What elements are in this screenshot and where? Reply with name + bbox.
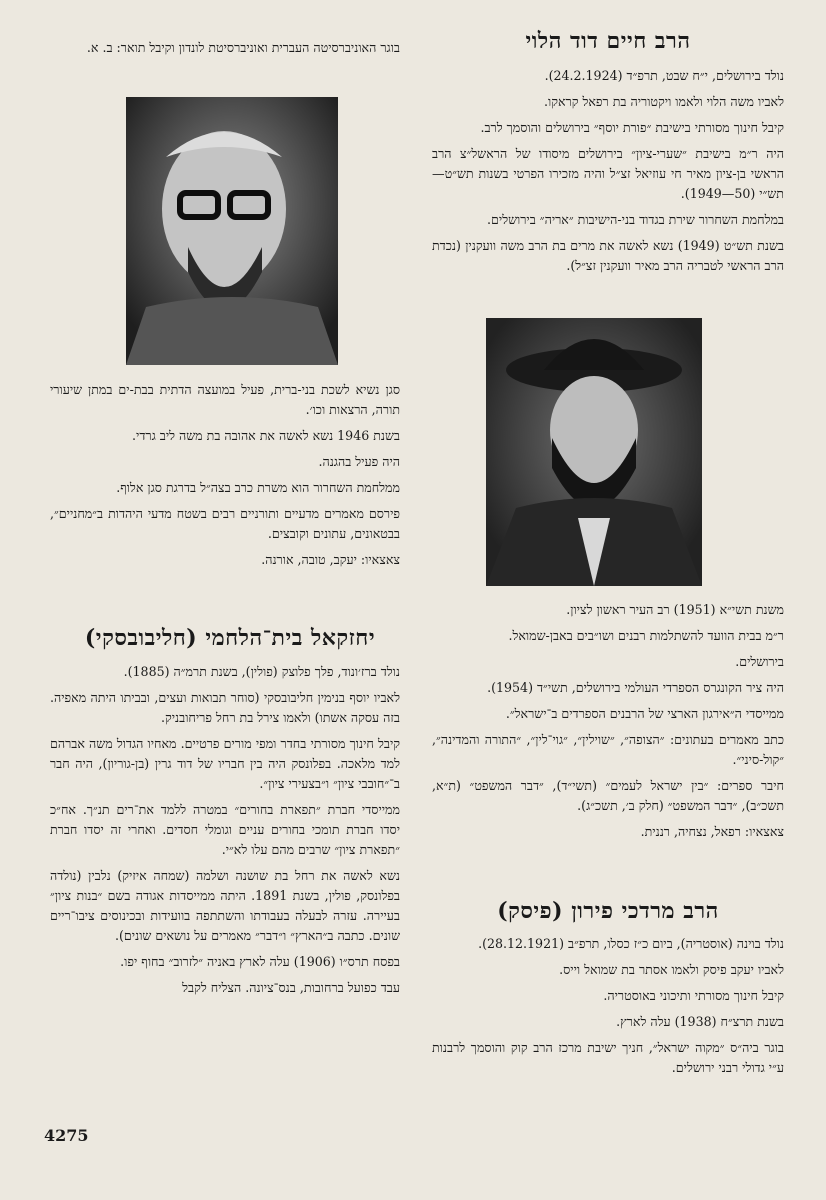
paragraph: כתב מאמרים בעתונים: ״הצופה״, ״שוילין״, ״גוי־לין״, ״התורה והמדינה״, ״קול-סיני״.	[432, 732, 784, 767]
article-piron	[432, 934, 784, 1084]
paragraph: לאביו יעקב פיסק ולאמו אסתר בת שמואל וייס.	[559, 962, 784, 977]
paragraph: לאביו משה הלוי ולאמו ויקטוריה בת רפאל קראקו.	[544, 94, 784, 109]
paragraph: במלחמת השחרור שירת בגדוד בני-הישיבות ״אריה״ בירושלים.	[487, 212, 784, 227]
paragraph: בוגר האוניברסיטה העברית ואוניברסיטת לונדון וקיבל תואר: ב. א.	[86, 40, 400, 55]
paragraph: נשא לאשה את רחל בת שושנה ושלמה (שמחה איזיק) נלבין (נולדה בפלונסק, פולין, בשנת 1891. היתה ממייסדות אגודה בשם ״בנות ציון״ בעיירה. עזרה לבעלה בעבודתו והשתתפה בוועידות ובכינוסים ציבו־ריים שונים. כתבה ב״הארץ״ ו״דבר״ מאמרים על נושאים שונים).	[50, 868, 400, 943]
paragraph: קיבל חינוך מסורתי ותיכוני באוסטריה.	[603, 988, 784, 1003]
portrait-photo-left	[126, 97, 338, 365]
paragraph: חיבר ספרים: ״בין ישראל לעמים״ (תשי״ד), ״דבר המשפט״ (ת״א, תשכ״ב), ״דבר המשפט״ (חלק ב׳, תשכ״ג).	[432, 778, 784, 813]
paragraph: צאצאיו: רפאל, נצחיה, רננית.	[640, 824, 784, 839]
paragraph: קיבל חינוך מסורתי בישיבת ״פורת יוסף״ בירושלים והוסמך לרב.	[480, 120, 784, 135]
paragraph: בשנת תש״ט (1949) נשא לאשה את מרים בת הרב משה וועקנין (נכדת הרב הראשי לטבריה הרב מאיר וועקנין זצ״ל).	[432, 238, 784, 273]
paragraph: בשנת 1946 נשא לאשה את אהובה בת משה ליב גרדי.	[132, 428, 400, 443]
paragraph: בירושלים.	[735, 654, 784, 669]
article-halevi	[432, 28, 784, 282]
article-title: הרב חיים דוד הלוי	[525, 28, 691, 54]
paragraph: נולד בירושלים, י״ח שבט, תרפ״ד (24.2.1924).	[544, 68, 784, 83]
paragraph: פירסם מאמרים מדעיים ותורניים רבים בשטח מדעי היהדות ב״מחניים״, בבטאונים, עתונים וקובצים.	[50, 506, 400, 541]
paragraph: צאצאיו: יעקב, טובה, אורנה.	[261, 552, 400, 567]
paragraph: בפסח תרס״ו (1906) עלה לארץ באניה ״לזרוב״ בחוף יפו.	[120, 954, 400, 969]
paragraph: היה ציר הקונגרס הספרדי העולמי בירושלים, תשי״ד (1954).	[487, 680, 784, 695]
paragraph: ממייסדי ה״אירגון הארצי של הרבנים הספרדים ב־ישראל״.	[505, 706, 784, 721]
article-previous-continued	[50, 38, 400, 64]
paragraph: ר״מ בבית הוועד להשתלמות רבנים ושו״בים באבן-שמואל.	[508, 628, 784, 643]
article-previous-body	[50, 380, 400, 576]
article-title: הרב מרדכי פירון (פיסק)	[497, 898, 719, 924]
portrait-photo-halevi	[486, 318, 702, 586]
paragraph: לאביו יוסף בנימין חליבובסקי (סוחר תבואות ועצים, ובביתו היתה מאפיה. בזה עסקה אשתו) ולאמו צירל בת רחל פריחובניק.	[50, 690, 400, 725]
article-title: יחזקאל בית־הלחמי (חליבובסקי)	[84, 625, 376, 651]
paragraph: ממייסדי חברת ״תפארת בחורים״ במטרה ללמד את־רים תנ״ך. אח״כ יסדו חברת תומכי בחורים עניים וגומלי חסדים. ואחרי זה יסדו חברת ״תפארת ציון״ שרבים מהם עלו לא״י.	[50, 802, 400, 857]
paragraph: עבד כפועל ברחובות, בנס־ציונה. הצליח לקבל	[182, 980, 400, 995]
paragraph: בוגר ביה״ס ״מקוה ישראל״, חניך ישיבת מרכז הרב קוק והוסמך לרבנות ע״י גדולי רבני ירושלים.	[432, 1040, 784, 1075]
paragraph: נולד בוינה (אוסטריה), ביום כ״ז כסלו, תרפ״ב (28.12.1921).	[478, 936, 784, 951]
paragraph: ממלחמת השחרור הוא משרת כרב בצה״ל בדרגת סגן אלוף.	[116, 480, 400, 495]
paragraph: משנת תשי״א (1951) רב העיר ראשון לציון.	[566, 602, 784, 617]
paragraph: בשנת תרצ״ח (1938) עלה לארץ.	[616, 1014, 784, 1029]
article-bet-halahmi	[50, 662, 400, 1004]
paragraph: היה פעיל בהגנה.	[318, 454, 400, 469]
paragraph: סגן נשיא לשכת בני-ברית, פעיל במועצה הדתית בבת-ים במתן שיעורי תורה, הרצאות וכו׳.	[50, 382, 400, 417]
paragraph: קיבל חינוך מסורתי בחדר ומפי מורים פרטיים. מאחיו הגדול משה אברהם למד מלאכה. בפלונסק היה בין חבריו של דוד גרין (בן-גוריון), היה חבר ב־״חובבי ציון״ ו״בצעירי ציון״.	[50, 736, 400, 791]
paragraph: היה ר״מ בישיבת ״שערי-ציון״ בירושלים מיסודו של הראשל״צ הרב הראשי בן-ציון מאיר חי עוזיאל זצ״ל והיה מזכירו הפרטי בשנות תש״ט—תש״י (50—1949).	[432, 146, 784, 201]
paragraph: נולד ברז׳ונוד, פלך פלוצק (פולין), בשנת תרמ״ה (1885).	[123, 664, 400, 679]
page-number: 4275	[44, 1126, 89, 1145]
article-halevi-continued	[432, 600, 784, 848]
